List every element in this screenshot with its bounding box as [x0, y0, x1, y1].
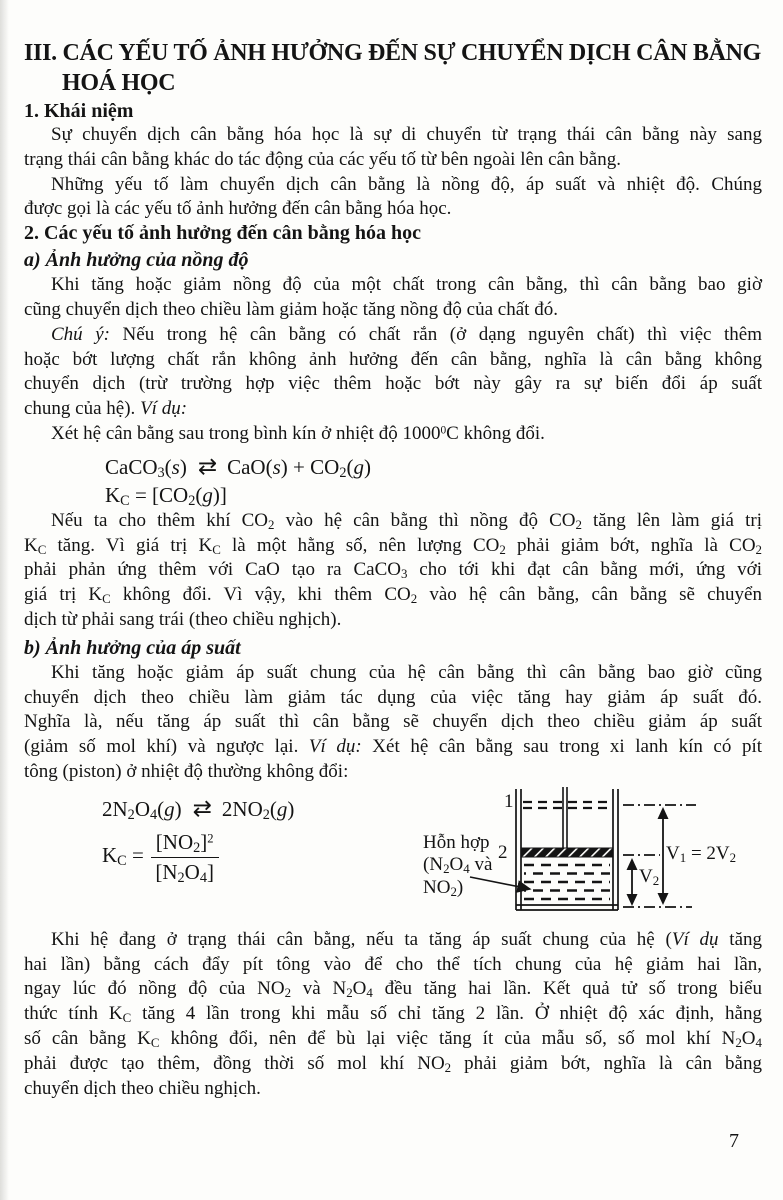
equilibrium-arrow-icon: ⇄: [192, 795, 211, 822]
paragraph: [24, 509, 762, 633]
piston-position-2-label: 2: [498, 841, 508, 863]
paragraph: [24, 661, 762, 785]
section-heading-line: HOÁ HỌC: [62, 70, 176, 96]
text-line: phải được tạo thêm, đồng thời số mol khí $NO_2$ phải giảm bớt, nghĩa là cân bằng: [24, 1052, 762, 1075]
chemical-equation: [24, 452, 762, 482]
equation-right: $2NO_2(g)$: [221, 796, 295, 823]
text-line: số cân bằng $K_C$ không đổi, nên để bù lại việc tăng ít của mẫu số, số mol khí $N_2O_4$: [24, 1027, 762, 1050]
text-line: $K_C$ tăng. Vì giá trị $K_C$ là một hằng số, nên lượng $CO_2$ phải giảm bớt, nghĩa là $CO_2$: [24, 534, 762, 557]
paragraph: [24, 422, 762, 447]
text-line: Nghĩa là, nếu tăng áp suất thì cân bằng sẽ chuyển dịch theo chiều giảm áp suất: [24, 711, 762, 733]
equilibrium-constant-equation: $K_C = [CO_2(g)]$: [105, 482, 227, 509]
fraction-numerator: $[NO_2]^2$: [151, 830, 219, 858]
gas-mixture: [524, 865, 610, 899]
paragraph: [24, 323, 762, 422]
text-line: giá trị $K_C$ không đổi. Vì vậy, khi thêm $CO_2$ vào hệ cân bằng, cân bằng sẽ chuyển: [24, 584, 762, 606]
text-line: trạng thái cân bằng khác do tác động của các yếu tố từ bên ngoài lên cân bằng.: [24, 148, 621, 170]
text-line: hai lần) bằng cách đẩy pít tông vào để cho thể tích chung của hệ giảm hai lần,: [24, 953, 762, 975]
text-line: phải phản ứng thêm với CaO tạo ra CaCO$_3$ cho tới khi đạt cân bằng mới, ứng với: [24, 559, 762, 582]
v2-arrowhead-top: [627, 858, 638, 870]
paragraph: [24, 273, 762, 323]
text-line: Sự chuyển dịch cân bằng hóa học là sự di chuyển từ trạng thái cân bằng này sang: [51, 124, 762, 145]
sub-subsection-heading: a) Ảnh hưởng của nồng độ: [24, 249, 249, 272]
text-line: chuyển dịch theo chiều làm giảm tác dụng của việc tăng hay giảm áp suất đó.: [24, 686, 762, 708]
pressure-example-figure: [24, 785, 762, 928]
paragraph: [24, 123, 762, 173]
mixture-label-line: Hỗn hợp: [423, 831, 490, 853]
text-line: Khi tăng hoặc giảm áp suất chung của hệ cân bằng thì cân bằng bao giờ cũng: [51, 661, 762, 683]
v1-arrowhead-top: [658, 807, 669, 819]
fraction-denominator: $[N_2O_4]$: [155, 859, 214, 886]
paragraph: [24, 928, 762, 1102]
subsection-heading: 1. Khái niệm: [24, 100, 134, 122]
v1-label: $V_1 = 2V_2$: [666, 842, 737, 865]
kc-lhs: $K_C$ =: [102, 843, 144, 870]
text-line: hoặc bớt lượng chất rắn không ảnh hưởng đến cân bằng, nghĩa là cân bằng không: [24, 348, 762, 370]
text-line: Xét hệ cân bằng sau trong bình kín ở nhiệt độ 1000$^0$C không đổi.: [51, 422, 545, 444]
text-line: Chú ý: Nếu trong hệ cân bằng có chất rắn (ở dạng nguyên chất) thì việc thêm: [51, 323, 762, 345]
text-line: Khi hệ đang ở trạng thái cân bằng, nếu ta tăng áp suất chung của hệ (Ví dụ tăng: [51, 928, 763, 950]
equation-left: $2N_2O_4(g)$: [102, 796, 182, 823]
text-line: Những yếu tố làm chuyển dịch cân bằng là nồng độ, áp suất và nhiệt độ. Chúng: [51, 173, 762, 195]
piston-cylinder-diagram: [420, 778, 780, 928]
v1-arrowhead-bottom: [658, 893, 669, 905]
page-number: 7: [729, 1130, 739, 1152]
v2-label: $V_2$: [639, 865, 660, 888]
mixture-label-line: ($N_2O_4$ và: [423, 854, 493, 877]
text-line: thức tính $K_C$ tăng 4 lần trong khi mẫu số chỉ tăng 2 lần. Ở nhiệt độ xác định, hằng: [24, 1003, 762, 1025]
mixture-label-line: $NO_2$): [423, 876, 464, 899]
text-line: chuyển dịch (trừ trường hợp việc thêm hoặc bớt này gây ra sự biến đổi áp suất: [24, 373, 762, 395]
sub-subsection-heading: b) Ảnh hưởng của áp suất: [24, 636, 241, 659]
kc-pressure-equation: [102, 830, 219, 885]
section-heading: [24, 38, 762, 98]
text-line: chuyển dịch theo chiều nghịch.: [24, 1077, 261, 1099]
text-line: (giảm số mol khí) và ngược lại. Ví dụ: Xét hệ cân bằng sau trong xi lanh kín có pít: [24, 736, 763, 758]
text-line: cũng chuyển dịch theo chiều làm giảm hoặc tăng nồng độ của chất đó.: [24, 298, 558, 320]
text-line: tông (piston) ở nhiệt độ thường không đổi:: [24, 760, 349, 782]
piston-position-1-label: 1: [504, 790, 514, 812]
section-heading-line: III. CÁC YẾU TỐ ẢNH HƯỞNG ĐẾN SỰ CHUYỂN DỊCH CÂN BẰNG: [24, 40, 762, 66]
text-line: dịch từ phải sang trái (theo chiều nghịch).: [24, 608, 342, 630]
text-line: Khi tăng hoặc giảm nồng độ của một chất trong cân bằng, thì cân bằng bao giờ: [51, 274, 762, 296]
equilibrium-arrow-icon: ⇄: [197, 453, 217, 480]
n2o4-equilibrium-equation: [102, 796, 294, 822]
piston-rod: [563, 787, 567, 848]
page-content: [24, 38, 762, 1101]
kc-fraction: [151, 830, 219, 885]
piston: [521, 848, 613, 857]
text-line: chung của hệ). Ví dụ:: [24, 398, 188, 420]
equation-right: $CaO(s) + CO_2(g)$: [227, 454, 371, 481]
text-line: ngay lúc đó nồng độ của $NO_2$ và $N_2O_4$ đều tăng hai lần. Kết quả tử số trong biểu: [24, 978, 762, 1001]
equation-left: CaCO$_3$(s): [105, 454, 187, 481]
paragraph: [24, 173, 762, 223]
text-line: được gọi là các yếu tố ảnh hưởng đến cân bằng hóa học.: [24, 198, 452, 220]
v2-arrowhead-bottom: [627, 894, 638, 906]
text-line: Nếu ta cho thêm khí $CO_2$ vào hệ cân bằng thì nồng độ $CO_2$ tăng lên làm giá trị: [51, 509, 762, 532]
subsection-heading: 2. Các yếu tố ảnh hưởng đến cân bằng hóa học: [24, 222, 422, 245]
